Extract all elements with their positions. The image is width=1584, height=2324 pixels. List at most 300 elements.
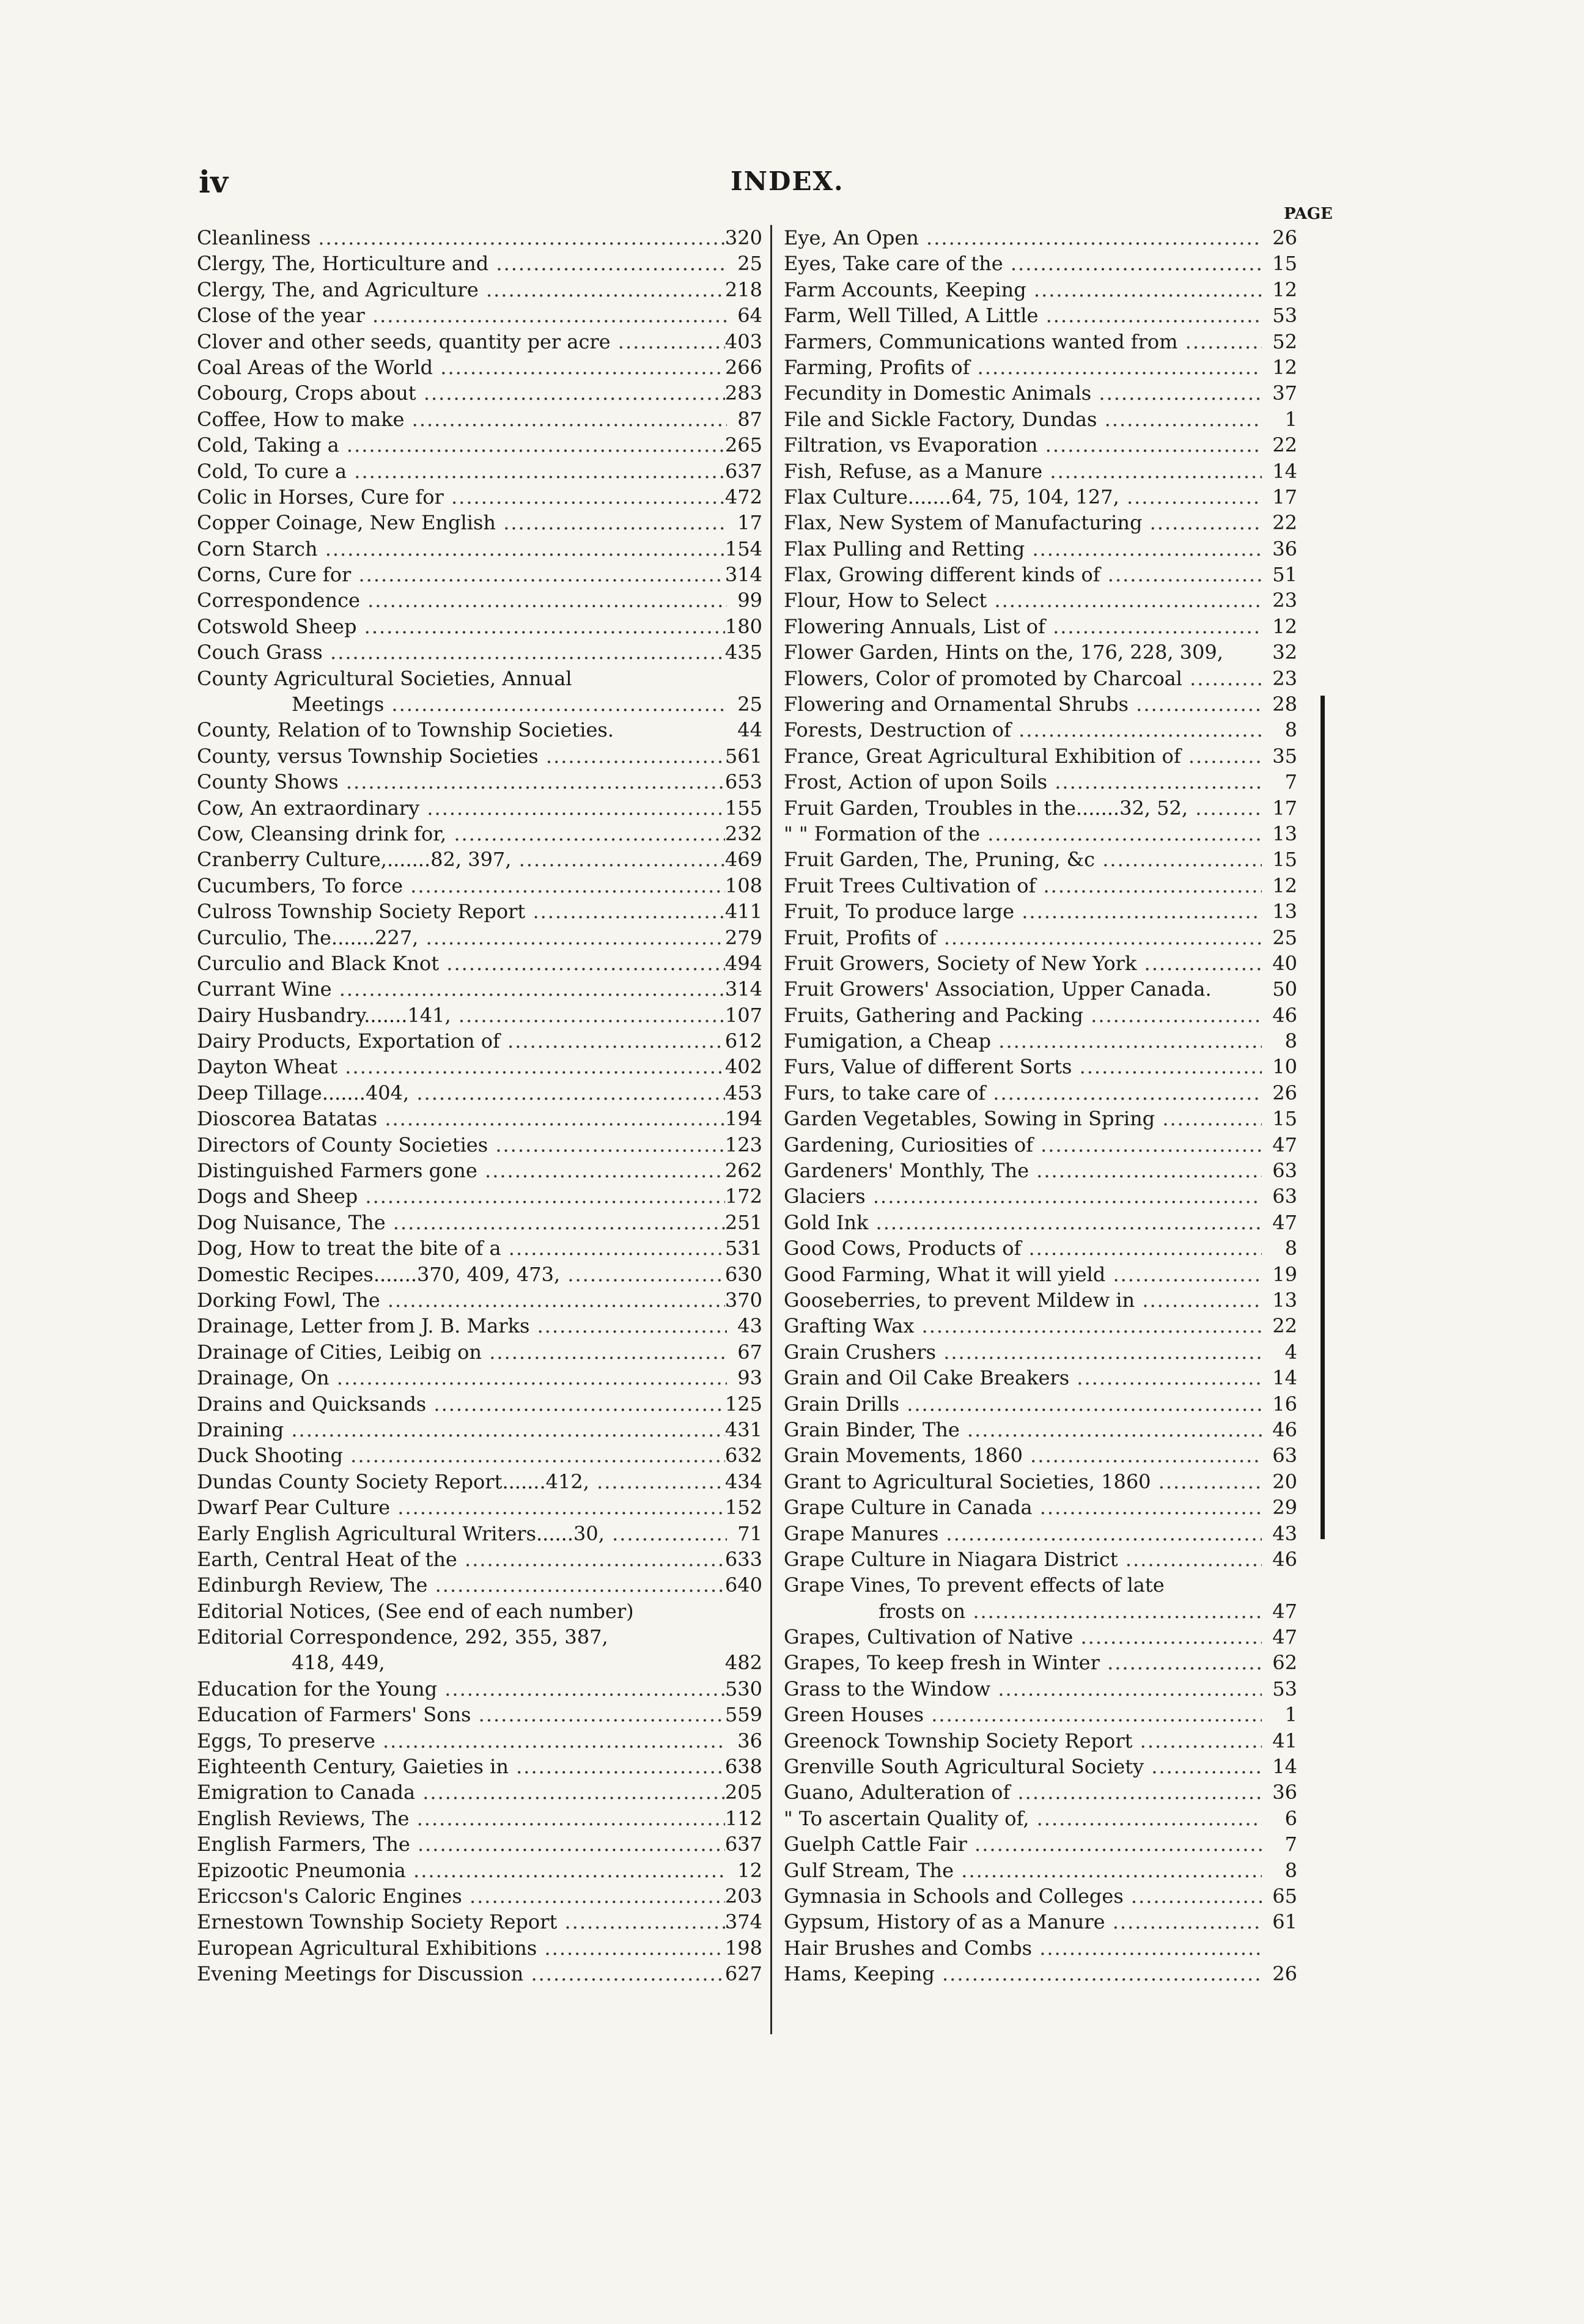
index-entry-label: Flax, Growing different kinds of .....	[784, 562, 1262, 587]
index-entry	[784, 1598, 1297, 1624]
index-entry-page: 28	[1272, 693, 1297, 716]
index-entry	[197, 873, 762, 899]
index-entry-page: 630	[724, 1262, 762, 1286]
index-entry-label: Fruits, Gathering and Packing .....	[784, 1002, 1262, 1028]
index-entry	[197, 899, 762, 924]
index-entry-label: Meetings .....	[197, 691, 727, 717]
index-entry-label: Gardeners' Monthly, The .....	[784, 1158, 1262, 1183]
index-entry-label: Dairy Products, Exportation of .....	[197, 1028, 725, 1054]
index-entry-page: 314	[724, 977, 762, 1001]
index-entry-label: Grenville South Agricultural Society .....	[784, 1754, 1262, 1779]
index-entry	[197, 1702, 762, 1727]
index-entry	[784, 277, 1297, 303]
index-entry	[784, 510, 1297, 535]
index-entry-page: 125	[724, 1392, 762, 1416]
index-entry	[197, 639, 762, 665]
index-entry	[197, 743, 762, 769]
index-entry-page: 653	[724, 770, 762, 794]
index-entry	[784, 1961, 1297, 1987]
index-entry-label: Drainage, Letter from J. B. Marks .....	[197, 1313, 727, 1339]
index-entry-page: 63	[1272, 1444, 1297, 1468]
index-entry-label: Grape Manures .....	[784, 1521, 1262, 1546]
index-entry	[197, 458, 762, 484]
index-entry	[784, 899, 1297, 924]
index-entry	[784, 1702, 1297, 1727]
index-entry	[784, 1210, 1297, 1235]
index-entry-label: Editorial Correspondence, 292, 355, 387,	[197, 1625, 608, 1649]
index-column-left	[197, 225, 762, 1987]
index-entry-label: Education of Farmers' Sons .....	[197, 1702, 725, 1727]
index-entry	[197, 1262, 762, 1287]
index-entry-page: 36	[737, 1729, 762, 1752]
index-entry-page: 112	[724, 1806, 762, 1830]
index-entry-label: Filtration, vs Evaporation .....	[784, 432, 1262, 458]
index-entry-page: 1	[1284, 407, 1297, 431]
index-entry-label: Fruit Growers, Society of New York .....	[784, 951, 1262, 976]
index-entry	[197, 303, 762, 328]
index-entry-label: County, Relation of to Township Societies.	[197, 718, 614, 742]
index-entry-page: 41	[1272, 1729, 1297, 1752]
index-entry-label: Corn Starch .....	[197, 536, 725, 562]
index-entry	[784, 1728, 1297, 1754]
index-entry	[784, 1106, 1297, 1131]
index-entry-label: Farmers, Communications wanted from .....	[784, 329, 1262, 355]
index-entry-label: Flax Culture.......64, 75, 104, 127, .....	[784, 484, 1262, 510]
index-entry-label: " " Formation of the .....	[784, 821, 1262, 847]
index-entry-page: 29	[1272, 1496, 1297, 1520]
index-entry-label: Clover and other seeds, quantity per acre .....	[197, 329, 725, 355]
index-entry	[784, 225, 1297, 251]
index-entry	[197, 821, 762, 847]
index-entry-label: " To ascertain Quality of, .....	[784, 1806, 1262, 1831]
index-entry-label: Dog Nuisance, The .....	[197, 1210, 725, 1235]
index-entry	[197, 1624, 762, 1650]
index-entry	[197, 225, 762, 251]
index-entry	[784, 1754, 1297, 1779]
index-entry-label: Green Houses .....	[784, 1702, 1262, 1727]
index-entry-label: Garden Vegetables, Sowing in Spring .....	[784, 1106, 1262, 1131]
index-entry-page: 1	[1284, 1703, 1297, 1727]
index-entry-label: Cold, Taking a .....	[197, 432, 725, 458]
index-entry-page: 15	[1272, 252, 1297, 276]
index-entry-label: Gymnasia in Schools and Colleges .....	[784, 1883, 1262, 1909]
index-entry	[784, 1495, 1297, 1520]
index-entry-page: 8	[1284, 1029, 1297, 1053]
index-entry-page: 15	[1272, 1107, 1297, 1131]
index-entry-label: Greenock Township Society Report .....	[784, 1728, 1262, 1754]
index-entry-page: 46	[1272, 1418, 1297, 1441]
index-entry-label: Furs, Value of different Sorts .....	[784, 1054, 1262, 1079]
index-entry-label: Fruit Growers' Association, Upper Canada.	[784, 977, 1212, 1001]
index-entry-label: Gold Ink .....	[784, 1210, 1262, 1235]
index-entry	[197, 1339, 762, 1365]
index-entry-page: 152	[724, 1496, 762, 1520]
index-entry	[784, 1779, 1297, 1805]
index-entry	[784, 769, 1297, 795]
index-entry-label: County Shows .....	[197, 769, 725, 795]
index-entry	[197, 1572, 762, 1598]
index-entry-page: 108	[724, 873, 762, 897]
index-entry-page: 53	[1272, 1677, 1297, 1701]
index-entry-page: 14	[1272, 459, 1297, 483]
index-entry-page: 47	[1272, 1625, 1297, 1649]
index-entry-label: Currant Wine .....	[197, 976, 725, 1002]
index-entry-page: 453	[724, 1081, 762, 1105]
index-entry-label: Cucumbers, To force .....	[197, 873, 725, 899]
index-entry-page: 44	[737, 718, 762, 742]
column-divider	[770, 225, 772, 2034]
index-entry-page: 12	[1272, 873, 1297, 897]
index-entry-label: Eye, An Open .....	[784, 225, 1262, 251]
index-entry	[784, 1546, 1297, 1572]
index-entry-page: 12	[1272, 614, 1297, 638]
index-entry	[784, 614, 1297, 639]
index-entry-page: 633	[724, 1547, 762, 1571]
index-entry	[197, 1365, 762, 1391]
index-entry-page: 283	[724, 381, 762, 405]
index-entry	[784, 666, 1297, 691]
index-entry-page: 374	[724, 1910, 762, 1934]
index-entry-label: Furs, to take care of .....	[784, 1080, 1262, 1106]
index-entry	[784, 1132, 1297, 1158]
index-entry-label: Cow, An extraordinary .....	[197, 795, 725, 821]
index-entry	[197, 380, 762, 406]
index-entry-page: 12	[1272, 278, 1297, 301]
index-entry-page: 494	[724, 951, 762, 975]
index-entry	[197, 1909, 762, 1935]
index-entry-label: Hams, Keeping .....	[784, 1961, 1262, 1987]
index-entry-label: Coal Areas of the World .....	[197, 355, 725, 380]
index-entry-label: Early English Agricultural Writers......30, .....	[197, 1521, 727, 1546]
index-entry-label: County Agricultural Societies, Annual	[197, 666, 572, 690]
index-entry	[784, 1676, 1297, 1702]
index-entry-page: 14	[1272, 1366, 1297, 1390]
index-entry-page: 530	[724, 1677, 762, 1701]
index-entry-label: Couch Grass .....	[197, 639, 725, 665]
index-entry-label: Close of the year .....	[197, 303, 727, 328]
index-entry	[784, 847, 1297, 872]
index-entry	[197, 277, 762, 303]
index-entry	[197, 1883, 762, 1909]
index-entry-page: 32	[1272, 641, 1297, 664]
index-entry	[784, 1183, 1297, 1209]
index-entry	[197, 1806, 762, 1831]
index-entry-label: Fish, Refuse, as a Manure .....	[784, 458, 1262, 484]
index-entry-page: 266	[724, 355, 762, 379]
index-entry	[784, 329, 1297, 355]
index-entry-page: 17	[1272, 796, 1297, 820]
index-entry-label: Grape Culture in Canada .....	[784, 1495, 1262, 1520]
index-entry-page: 251	[724, 1210, 762, 1234]
index-entry-label: Fumigation, a Cheap .....	[784, 1028, 1262, 1054]
index-entry-label: Grapes, To keep fresh in Winter .....	[784, 1650, 1262, 1675]
index-entry-label: Drainage, On .....	[197, 1365, 727, 1391]
index-entry-page: 22	[1272, 433, 1297, 457]
index-entry-label: Distinguished Farmers gone .....	[197, 1158, 725, 1183]
index-entry	[197, 484, 762, 510]
index-entry-label: Dundas County Society Report.......412, .....	[197, 1469, 725, 1495]
index-entry	[197, 1521, 762, 1546]
index-entry-label: Grapes, Cultivation of Native .....	[784, 1624, 1262, 1650]
index-entry	[784, 587, 1297, 613]
index-entry-page: 402	[724, 1055, 762, 1079]
index-entry-page: 472	[724, 485, 762, 509]
index-entry-page: 16	[1272, 1392, 1297, 1416]
index-entry-label: Dorking Fowl, The .....	[197, 1287, 725, 1313]
index-entry-label: Duck Shooting .....	[197, 1443, 725, 1468]
index-entry-page: 638	[724, 1755, 762, 1779]
index-entry-label: Glaciers .....	[784, 1183, 1262, 1209]
index-entry-label: Dwarf Pear Culture .....	[197, 1495, 725, 1520]
index-entry-page: 314	[724, 563, 762, 587]
index-entry-page: 46	[1272, 1003, 1297, 1027]
index-entry-page: 67	[737, 1340, 762, 1364]
index-entry-page: 265	[724, 433, 762, 457]
page-title: INDEX.	[731, 166, 844, 196]
index-entry	[197, 1080, 762, 1106]
index-entry-page: 71	[737, 1521, 762, 1545]
page-edge-mark	[1321, 696, 1325, 1539]
index-entry-label: Cold, To cure a .....	[197, 458, 725, 484]
index-entry	[784, 251, 1297, 276]
index-entry	[784, 562, 1297, 587]
index-entry-page: 612	[724, 1029, 762, 1053]
index-entry-label: Cotswold Sheep .....	[197, 614, 725, 639]
index-entry	[197, 1158, 762, 1183]
index-entry	[784, 1339, 1297, 1365]
index-entry	[784, 691, 1297, 717]
index-entry-label: Culross Township Society Report .....	[197, 899, 725, 924]
index-entry-label: Eighteenth Century, Gaieties in .....	[197, 1754, 725, 1779]
page-number: iv	[199, 164, 229, 200]
index-entry	[784, 639, 1297, 665]
index-entry-page: 40	[1272, 951, 1297, 975]
index-entry-page: 13	[1272, 1289, 1297, 1312]
index-entry	[784, 1858, 1297, 1883]
index-entry	[784, 1158, 1297, 1183]
index-entry-label: Drainage of Cities, Leibig on .....	[197, 1339, 727, 1365]
index-entry-label: Grain Crushers .....	[784, 1339, 1262, 1365]
index-entry	[784, 951, 1297, 976]
index-entry	[197, 406, 762, 432]
index-entry-label: Cobourg, Crops about .....	[197, 380, 725, 406]
index-entry-label: Flowering Annuals, List of .....	[784, 614, 1262, 639]
index-entry-page: 7	[1284, 1833, 1297, 1856]
index-entry	[784, 1883, 1297, 1909]
index-entry	[784, 1235, 1297, 1261]
index-entry-page: 46	[1272, 1547, 1297, 1571]
index-entry-label: Grain and Oil Cake Breakers .....	[784, 1365, 1262, 1391]
index-entry	[197, 1313, 762, 1339]
index-entry	[197, 562, 762, 587]
index-entry-page: 12	[737, 1858, 762, 1882]
index-entry-page: 411	[724, 900, 762, 924]
index-entry-page: 52	[1272, 329, 1297, 353]
index-entry-label: Farming, Profits of .....	[784, 355, 1262, 380]
index-entry-label: Fruit Garden, Troubles in the.......32, 52, .....	[784, 795, 1262, 821]
index-entry-page: 469	[724, 848, 762, 872]
index-entry-page: 561	[724, 744, 762, 768]
index-entry-label: Evening Meetings for Discussion .....	[197, 1961, 725, 1987]
index-entry-label: Copper Coinage, New English .....	[197, 510, 727, 535]
index-entry-label: Colic in Horses, Cure for .....	[197, 484, 725, 510]
index-entry-page: 87	[737, 407, 762, 431]
index-entry-label: Emigration to Canada .....	[197, 1779, 725, 1805]
index-entry-label: Education for the Young .....	[197, 1676, 725, 1702]
index-entry	[197, 1417, 762, 1443]
index-entry-page: 25	[737, 252, 762, 276]
index-entry-page: 53	[1272, 304, 1297, 328]
index-entry	[784, 1831, 1297, 1857]
index-entry-page: 26	[1272, 1962, 1297, 1986]
index-column-right	[784, 225, 1297, 1987]
index-entry-page: 8	[1284, 1858, 1297, 1882]
index-entry-label: Dayton Wheat .....	[197, 1054, 725, 1079]
index-entry	[784, 1417, 1297, 1443]
index-entry-label: Domestic Recipes.......370, 409, 473, .....	[197, 1262, 725, 1287]
index-entry-page: 434	[724, 1469, 762, 1493]
index-entry	[197, 432, 762, 458]
index-entry-page: 63	[1272, 1159, 1297, 1183]
index-entry-label: Flowering and Ornamental Shrubs .....	[784, 691, 1262, 717]
index-entry	[197, 1028, 762, 1054]
index-entry-page: 47	[1272, 1133, 1297, 1156]
index-entry-page: 531	[724, 1237, 762, 1260]
index-entry-label: Curculio, The.......227, .....	[197, 925, 725, 951]
index-entry-label: Dioscorea Batatas .....	[197, 1106, 725, 1131]
index-entry-label: Coffee, How to make .....	[197, 406, 727, 432]
index-entry	[197, 1961, 762, 1987]
index-entry-label: County, versus Township Societies .....	[197, 743, 725, 769]
index-entry-page: 43	[1272, 1521, 1297, 1545]
index-entry-page: 559	[724, 1703, 762, 1727]
index-entry-label: Deep Tillage.......404, .....	[197, 1080, 725, 1106]
index-entry-label: Forests, Destruction of .....	[784, 717, 1262, 743]
index-entry	[784, 355, 1297, 380]
index-entry	[784, 1469, 1297, 1495]
index-entry-label: Fruit Trees Cultivation of .....	[784, 873, 1262, 899]
index-entry-page: 50	[1272, 977, 1297, 1001]
index-entry-page: 482	[724, 1651, 762, 1675]
index-entry-label: Ericcson's Caloric Engines .....	[197, 1883, 725, 1909]
index-entry-page: 23	[1272, 589, 1297, 612]
index-entry-label: Earth, Central Heat of the .....	[197, 1546, 725, 1572]
index-entry-page: 61	[1272, 1910, 1297, 1934]
index-entry-label: Fruit Garden, The, Pruning, &c .....	[784, 847, 1262, 872]
index-entry	[784, 1028, 1297, 1054]
index-entry-page: 12	[1272, 355, 1297, 379]
index-entry-label: Draining .....	[197, 1417, 725, 1443]
index-entry-page: 154	[724, 537, 762, 561]
index-entry-label: Fruit, To produce large .....	[784, 899, 1262, 924]
index-entry-page: 194	[724, 1107, 762, 1131]
index-entry	[197, 1469, 762, 1495]
index-entry-label: Fruit, Profits of .....	[784, 925, 1262, 951]
index-entry-page: 25	[1272, 925, 1297, 949]
index-entry	[197, 1495, 762, 1520]
index-entry	[197, 1287, 762, 1313]
index-entry-label: Curculio and Black Knot .....	[197, 951, 725, 976]
index-entry-page: 4	[1284, 1340, 1297, 1364]
index-entry-page: 64	[737, 304, 762, 328]
index-entry	[784, 821, 1297, 847]
index-entry-page: 8	[1284, 718, 1297, 742]
index-entry-page: 218	[724, 278, 762, 301]
index-entry-page: 17	[737, 511, 762, 535]
index-entry	[784, 1287, 1297, 1313]
index-entry	[784, 873, 1297, 899]
index-entry-label: Eggs, To preserve .....	[197, 1728, 727, 1754]
index-entry	[197, 1210, 762, 1235]
index-entry	[197, 795, 762, 821]
index-entry-label: English Reviews, The .....	[197, 1806, 725, 1831]
index-entry-label: Correspondence .....	[197, 587, 727, 613]
index-entry-page: 279	[724, 925, 762, 949]
index-entry	[197, 1391, 762, 1417]
index-entry-label: Frost, Action of upon Soils .....	[784, 769, 1262, 795]
index-entry	[784, 1391, 1297, 1417]
index-entry	[784, 303, 1297, 328]
index-entry	[784, 1443, 1297, 1468]
index-entry	[197, 691, 762, 717]
index-entry-page: 43	[737, 1314, 762, 1338]
index-entry	[197, 1235, 762, 1261]
index-entry-page: 17	[1272, 485, 1297, 509]
index-entry-page: 51	[1272, 563, 1297, 587]
index-entry-page: 37	[1272, 381, 1297, 405]
index-entry-label: Guano, Adulteration of .....	[784, 1779, 1262, 1805]
index-entry-page: 637	[724, 459, 762, 483]
index-entry-page: 262	[724, 1159, 762, 1183]
index-entry-page: 172	[724, 1185, 762, 1208]
index-entry	[197, 1935, 762, 1961]
index-entry	[784, 743, 1297, 769]
index-entry	[197, 666, 762, 691]
index-entry	[197, 717, 762, 743]
index-entry-label: Grafting Wax .....	[784, 1313, 1262, 1339]
index-entry	[197, 1779, 762, 1805]
index-entry	[784, 1262, 1297, 1287]
index-entry	[197, 1754, 762, 1779]
index-entry	[197, 1054, 762, 1080]
index-entry-page: 435	[724, 641, 762, 664]
index-entry-page: 203	[724, 1884, 762, 1908]
index-entry-label: Farm Accounts, Keeping .....	[784, 277, 1262, 303]
index-entry-page: 632	[724, 1444, 762, 1468]
index-entry-label: Cleanliness .....	[197, 225, 725, 251]
index-entry-label: Cranberry Culture,.......82, 397, .....	[197, 847, 725, 872]
index-entry	[197, 1443, 762, 1468]
index-entry-label: Epizootic Pneumonia .....	[197, 1858, 727, 1883]
index-entry-page: 35	[1272, 744, 1297, 768]
index-entry-label: Flower Garden, Hints on the, 176, 228, 309,	[784, 641, 1223, 664]
index-entry	[784, 1806, 1297, 1831]
index-entry-page: 13	[1272, 822, 1297, 845]
index-entry-page: 403	[724, 329, 762, 353]
index-entry-label: File and Sickle Factory, Dundas .....	[784, 406, 1262, 432]
index-entry-page: 205	[724, 1781, 762, 1804]
index-entry-label: Gooseberries, to prevent Mildew in .....	[784, 1287, 1262, 1313]
index-entry-page: 123	[724, 1133, 762, 1156]
index-entry-page: 20	[1272, 1469, 1297, 1493]
index-entry-label: Good Farming, What it will yield .....	[784, 1262, 1262, 1287]
index-entry-page: 232	[724, 822, 762, 845]
index-entry	[784, 1909, 1297, 1935]
index-entry-label: Flour, How to Select .....	[784, 587, 1262, 613]
index-entry	[784, 1365, 1297, 1391]
index-entry	[197, 536, 762, 562]
index-entry	[197, 510, 762, 535]
